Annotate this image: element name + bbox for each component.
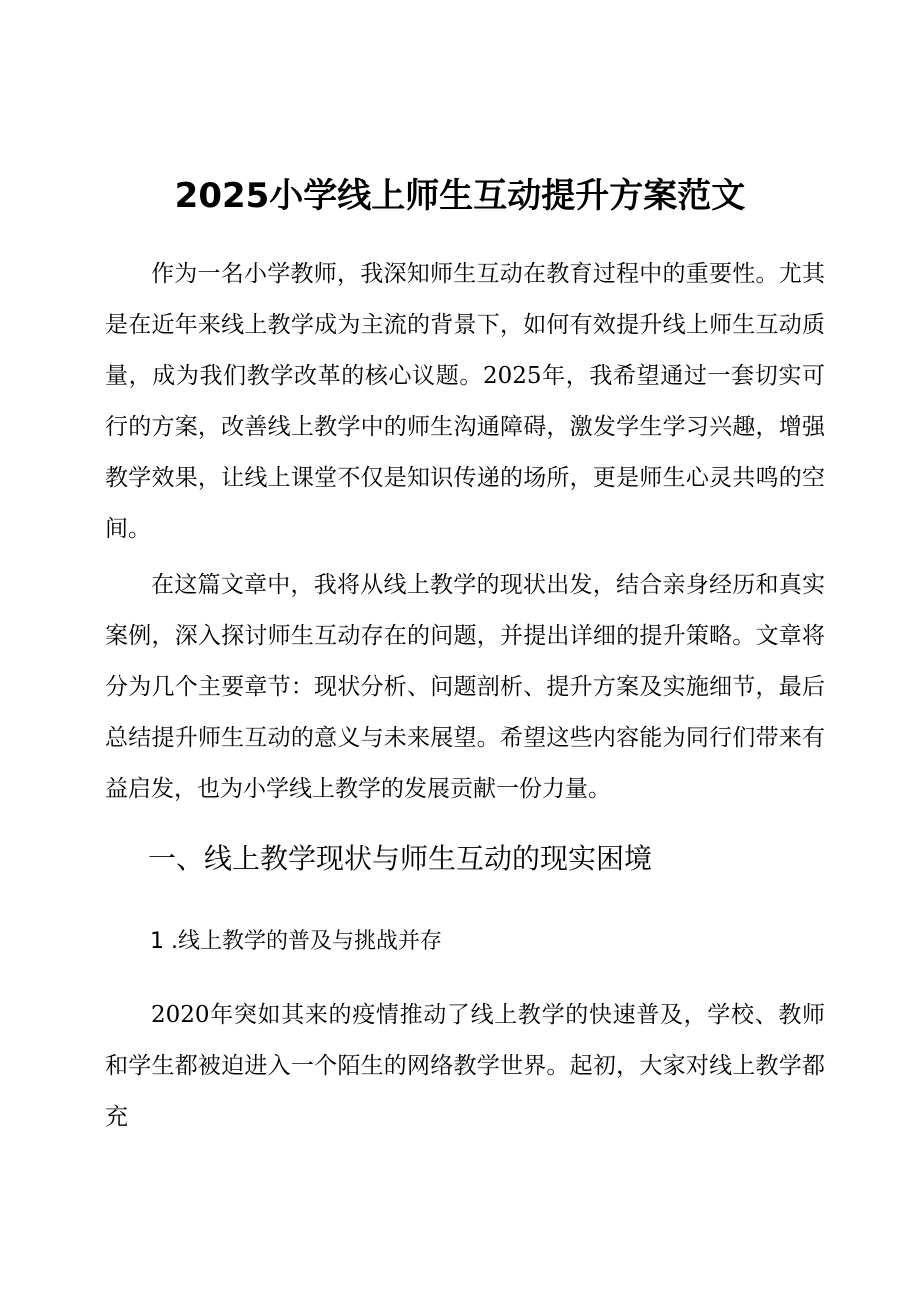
section-paragraph: 2020年突如其来的疫情推动了线上教学的快速普及，学校、教师和学生都被迫进入一个陌生的网络教学世界。起初，大家对线上教学都充 (105, 1002, 825, 1130)
intro-paragraph-2: 在这篇文章中，我将从线上教学的现状出发，结合亲身经历和真实案例，深入探讨师生互动存在的问题，并提出详细的提升策略。文章将分为几个主要章节：现状分析、问题剖析、提升方案及实施细节，最后总结提升师生互动的意义与未来展望。希望这些内容能为同行们带来有益启发，也为小学线上教学的发展贡献一份力量。 (105, 572, 825, 802)
section-heading: 一、线上教学现状与师生互动的现实困境 (148, 842, 653, 875)
intro-paragraph-1: 作为一名小学教师，我深知师生互动在教育过程中的重要性。尤其是在近年来线上教学成为主流的背景下，如何有效提升线上师生互动质量，成为我们教学改革的核心议题。2025年，我希望通过一套切实可行的方案，改善线上教学中的师生沟通障碍，激发学生学习兴趣，增强教学效果，让线上课堂不仅是知识传递的场所，更是师生心灵共鸣的空间。 (105, 261, 825, 542)
subsection-heading: 1 .线上教学的普及与挑战并存 (150, 929, 442, 954)
document-title: 2025小学线上师生互动提升方案范文 (174, 176, 746, 216)
